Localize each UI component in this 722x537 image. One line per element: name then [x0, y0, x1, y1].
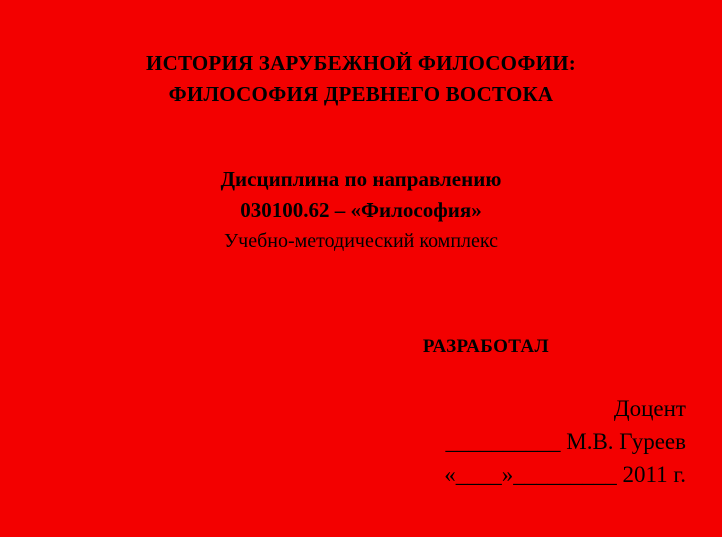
- author-position: Доцент: [613, 396, 686, 421]
- subtitle-line-3: Учебно-методический комплекс: [223, 230, 498, 252]
- author-block: [0, 330, 722, 491]
- slide-subtitle: [0, 164, 722, 257]
- title-line-2: ФИЛОСОФИЯ ДРЕВНЕГО ВОСТОКА: [168, 82, 554, 106]
- author-date-line: «____»_________ 2011 г.: [444, 462, 686, 487]
- title-line-1: ИСТОРИЯ ЗАРУБЕЖНОЙ ФИЛОСОФИИ:: [146, 51, 576, 75]
- signature-block: [0, 392, 722, 491]
- subtitle-line-1: Дисциплина по направлению: [220, 167, 502, 191]
- developed-by-label: РАЗРАБОТАЛ: [422, 336, 550, 357]
- slide-title: [0, 48, 722, 110]
- author-name-line: __________ М.В. Гуреев: [445, 429, 686, 454]
- subtitle-line-2: 030100.62 – «Философия»: [240, 198, 482, 222]
